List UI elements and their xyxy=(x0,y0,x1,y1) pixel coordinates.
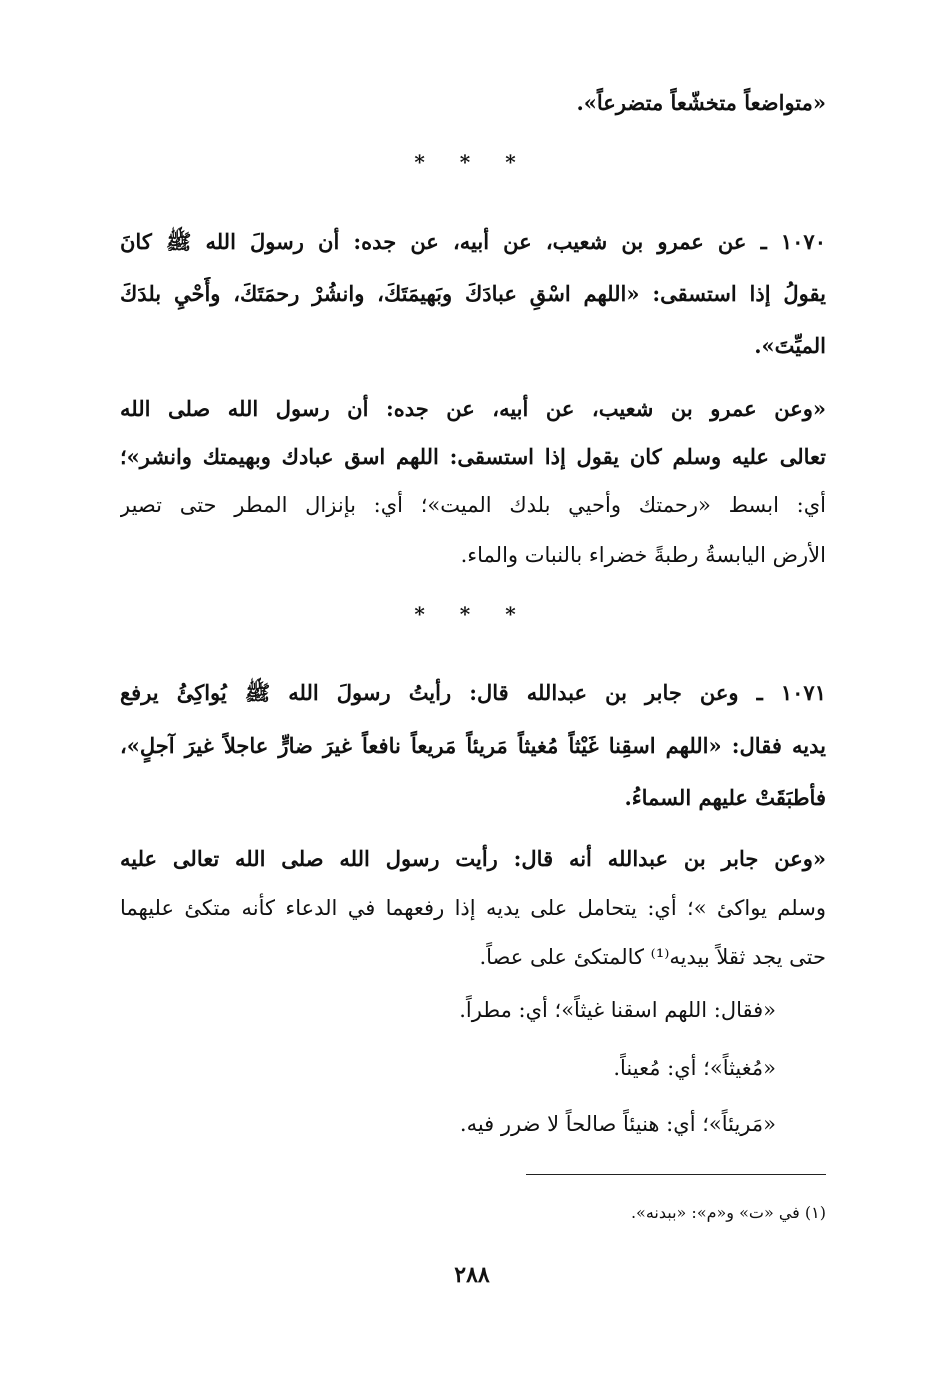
text-line: «متواضعاً متخشّعاً متضرعاً». xyxy=(576,90,826,115)
text-line: الميِّتَ». xyxy=(754,333,826,358)
hadith-1071-heading: ١٠٧١ ـ وعن جابر بن عبدالله قال: رأيتُ رسولَ الله ﷺ يُواكِئُ يرفع xyxy=(120,680,826,705)
section-separator: * * * xyxy=(414,602,530,626)
commentary-line: «فقال: اللهم اسقنا غيثاً»؛ أي: مطراً. xyxy=(459,998,776,1022)
commentary-line: «مَريئاً»؛ أي: هنيئاً صالحاً لا ضرر فيه. xyxy=(459,1112,776,1136)
commentary-line: «مُغيثاً»؛ أي: مُعيناً. xyxy=(613,1056,776,1080)
text-line: يديه فقال: «اللهم اسقِنا غَيْثاً مُغيثاً مَريئاً مَريعاً نافعاً غيرَ ضارٍّ عاجلاً غيرَ آجلٍ»، xyxy=(120,733,826,758)
text-line: يقولُ إذا استسقى: «اللهم اسْقِ عبادَكَ وبَهيمَتَكَ، وانشُرْ رحمَتَكَ، وأَحْيِ بلدَكَ xyxy=(120,281,826,306)
section-separator: * * * xyxy=(414,150,530,174)
commentary-line: «وعن جابر بن عبدالله أنه قال: رأيت رسول الله صلى الله تعالى عليه xyxy=(120,846,826,871)
commentary-line: «وعن عمرو بن شعيب، عن أبيه، عن جده: أن رسول الله صلى الله xyxy=(120,396,826,421)
page-number: ٢٨٨ xyxy=(454,1262,490,1288)
commentary-line: وسلم يواكئ »؛ أي: يتحامل على يديه إذا رفعهما في الدعاء كأنه متكئ عليهما xyxy=(120,896,826,920)
text-line: فأطبَقَتْ عليهم السماءُ. xyxy=(624,785,826,810)
commentary-line: الأرض اليابسةُ رطبةً خضراء بالنبات والماء. xyxy=(460,543,826,567)
commentary-line: أي: ابسط «رحمتك وأحيي بلدك الميت»؛ أي: بإنزال المطر حتى تصير xyxy=(120,493,826,517)
commentary-line: تعالى عليه وسلم كان يقول إذا استسقى: اللهم اسق عبادك وبهيمتك وانشر»؛ xyxy=(120,444,826,469)
commentary-line: حتى يجد ثقلاً بيديه⁽¹⁾ كالمتكئ على عصاً. xyxy=(479,945,826,969)
footnote-divider xyxy=(526,1174,826,1175)
hadith-1070-heading: ١٠٧٠ ـ عن عمرو بن شعيب، عن أبيه، عن جده: أن رسولَ الله ﷺ كانَ xyxy=(120,229,826,254)
footnote: (١) في «ت» و«م»: «ببدنه». xyxy=(630,1203,826,1222)
